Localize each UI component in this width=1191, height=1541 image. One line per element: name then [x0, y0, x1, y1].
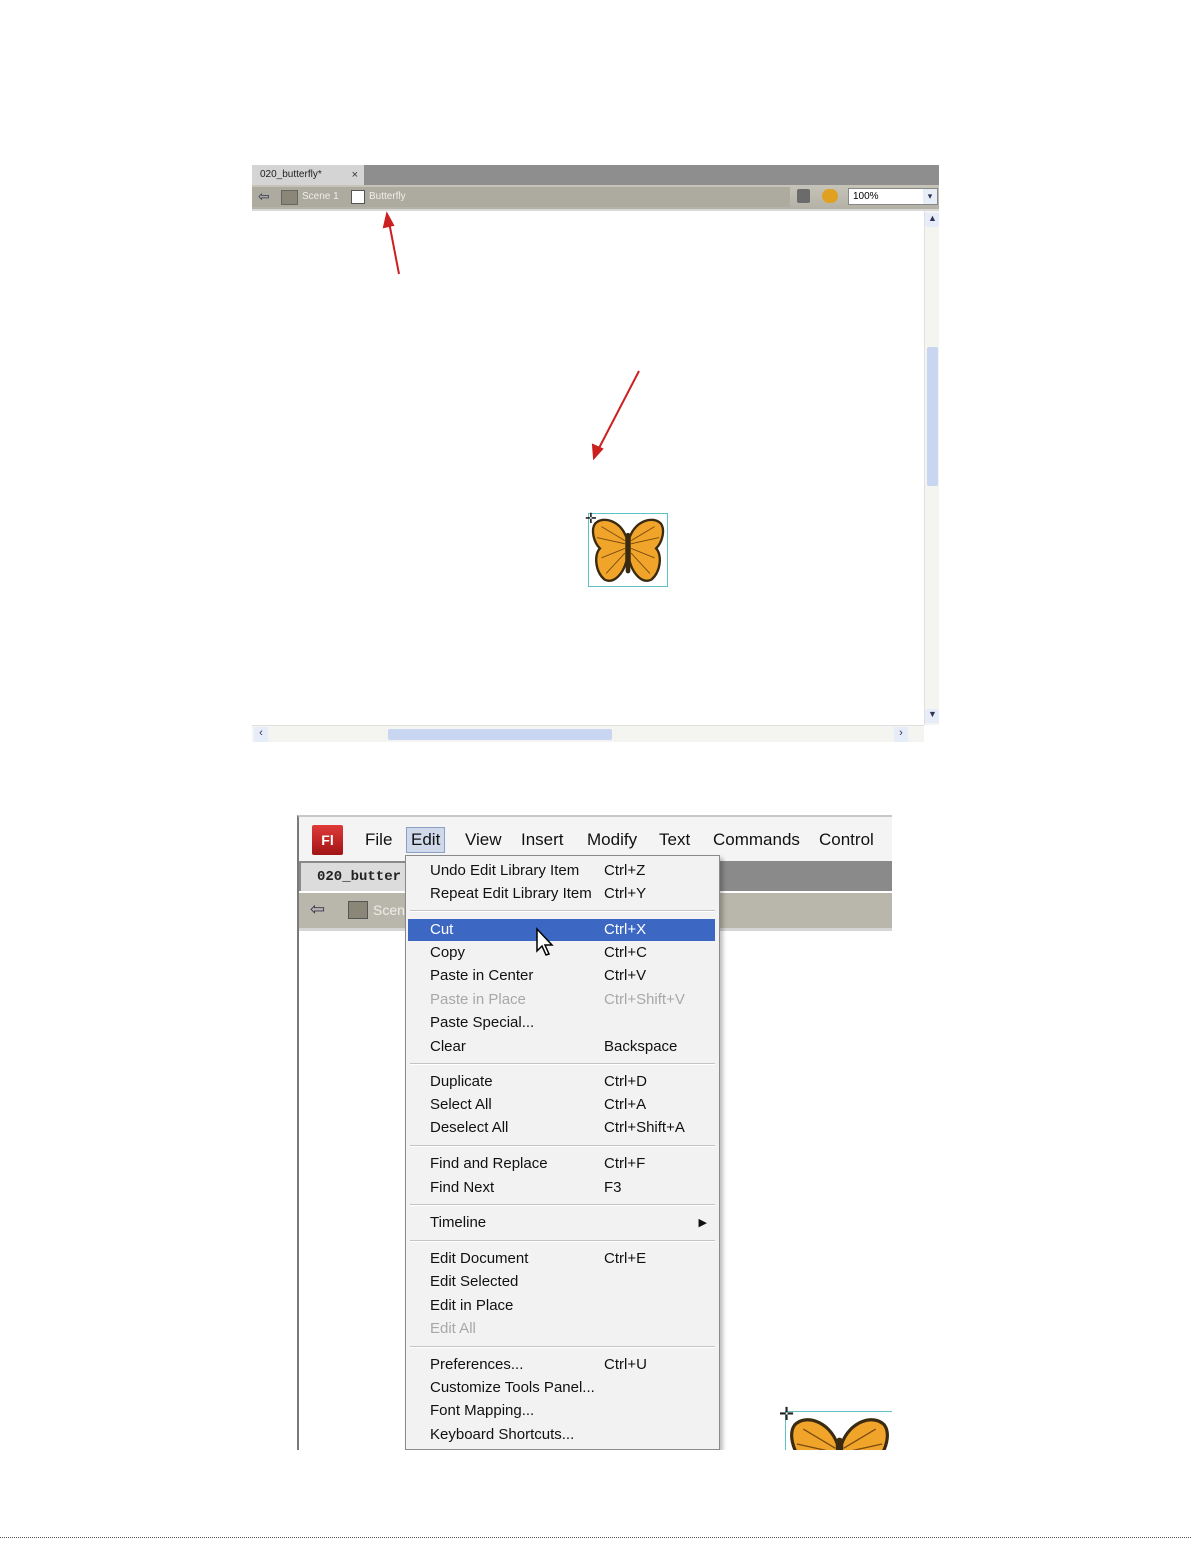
menu-separator [410, 1145, 715, 1147]
menu-item-paste-special[interactable]: Paste Special... [430, 1014, 535, 1031]
annotation-arrow-breadcrumb [389, 222, 399, 274]
menu-item-customize-tools[interactable]: Customize Tools Panel... [430, 1379, 595, 1396]
menu-item-timeline[interactable]: Timeline ▶ [408, 1212, 715, 1234]
menu-item-keyboard-shortcuts[interactable]: Keyboard Shortcuts... [430, 1426, 575, 1443]
page-divider [0, 1537, 1191, 1538]
back-arrow-icon[interactable]: ⇦ [310, 899, 326, 919]
menu-file[interactable]: File [365, 830, 393, 849]
menu-item-preferences[interactable]: Preferences... Ctrl+U [430, 1356, 647, 1373]
annotation-arrows [0, 0, 1191, 760]
arrow-head-icon [384, 214, 393, 227]
menu-item-edit-all: Edit All [430, 1320, 476, 1337]
menu-edit[interactable]: Edit [406, 827, 445, 853]
scroll-left-icon[interactable]: ‹ [254, 727, 268, 742]
menu-item-find-replace[interactable]: Find and Replace Ctrl+F [430, 1155, 646, 1172]
menu-separator [410, 910, 715, 912]
menu-item-edit-selected[interactable]: Edit Selected [430, 1273, 519, 1290]
edit-menu-dropdown [405, 855, 720, 1450]
butterfly-icon [786, 1412, 892, 1450]
menu-separator [410, 1240, 715, 1242]
document-tab-label: 020_butterfly* [260, 169, 322, 180]
menu-item-undo[interactable]: Undo Edit Library Item Ctrl+Z [430, 862, 646, 879]
menu-insert[interactable]: Insert [521, 830, 564, 849]
menu-item-repeat[interactable]: Repeat Edit Library Item Ctrl+Y [430, 885, 647, 902]
document-tab[interactable]: 020_butter [301, 863, 405, 891]
menu-view[interactable]: View [465, 830, 502, 849]
chevron-down-icon[interactable]: ▾ [923, 189, 937, 204]
menu-commands[interactable]: Commands [713, 830, 800, 849]
menu-item-paste-center[interactable]: Paste in Center Ctrl+V [430, 967, 647, 984]
back-arrow-icon[interactable]: ⇦ [258, 188, 270, 204]
menu-modify[interactable]: Modify [587, 830, 638, 849]
scene-icon [348, 901, 368, 919]
menu-separator [410, 1063, 715, 1065]
butterfly-symbol[interactable] [779, 1404, 892, 1450]
menu-item-clear[interactable]: Clear Backspace [430, 1038, 678, 1055]
annotation-arrow-butterfly [598, 371, 639, 450]
menu-text[interactable]: Text [659, 830, 691, 849]
menu-control[interactable]: Control [819, 830, 874, 849]
chevron-right-icon: ▶ [698, 1217, 707, 1229]
menu-separator [410, 1204, 715, 1206]
menu-item-paste-in-place: Paste in Place Ctrl+Shift+V [430, 991, 685, 1008]
menu-item-font-mapping[interactable]: Font Mapping... [430, 1402, 535, 1419]
screenshot-edit-menu [297, 815, 892, 1450]
scroll-up-icon[interactable]: ▲ [925, 213, 939, 227]
move-cursor-icon: ✛ [585, 510, 597, 526]
breadcrumb-symbol[interactable]: Butterfly [369, 191, 406, 202]
scroll-down-icon[interactable]: ▼ [925, 709, 939, 723]
menu-item-edit-document[interactable]: Edit Document Ctrl+E [430, 1250, 647, 1267]
scroll-right-icon[interactable]: › [894, 727, 908, 742]
crosshair-cursor-icon: ✛ [779, 1404, 795, 1424]
breadcrumb-scene[interactable]: Scene 1 [302, 191, 339, 202]
menu-item-cut[interactable]: Cut Ctrl+X [408, 919, 715, 941]
menu-item-copy[interactable]: Copy Ctrl+C [430, 944, 647, 961]
breadcrumb-scene[interactable]: Scen [373, 902, 405, 918]
close-tab-icon[interactable]: × [351, 169, 358, 181]
menu-item-find-next[interactable]: Find Next F3 [430, 1179, 622, 1196]
mouse-pointer-icon [535, 927, 555, 957]
menu-item-duplicate[interactable]: Duplicate Ctrl+D [430, 1073, 647, 1090]
menu-item-deselect-all[interactable]: Deselect All Ctrl+Shift+A [430, 1119, 685, 1136]
flash-logo-icon: Fl [312, 825, 343, 855]
menu-item-select-all[interactable]: Select All Ctrl+A [430, 1096, 647, 1113]
zoom-value: 100% [853, 191, 879, 202]
menu-item-edit-in-place[interactable]: Edit in Place [430, 1297, 514, 1314]
menu-separator [410, 1346, 715, 1348]
